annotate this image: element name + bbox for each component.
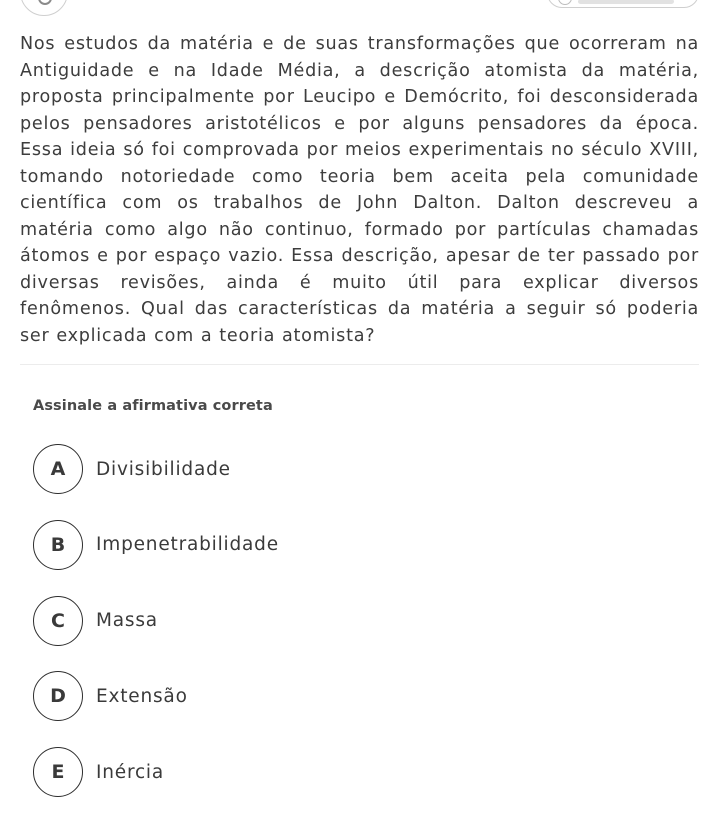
- options-list: [33, 444, 693, 823]
- option-text[interactable]: Inércia: [96, 761, 165, 783]
- divider: [20, 364, 699, 365]
- option-letter-badge[interactable]: B: [33, 520, 83, 570]
- option-text[interactable]: Massa: [96, 610, 158, 632]
- option-text[interactable]: Impenetrabilidade: [96, 534, 279, 556]
- top-pill-button[interactable]: [547, 0, 699, 8]
- option-c[interactable]: [33, 596, 693, 646]
- option-text[interactable]: Extensão: [96, 685, 188, 707]
- question-text: Nos estudos da matéria e de suas transformações que ocorreram na Antiguidade e na Idade Média, a descrição atomista da matéria, proposta principalmente por Leucipo e Demócrito, foi desconsiderada pelos pensadores aristotélicos e por alguns pensadores da época. Essa ideia só foi comprovada por meios experimentais no século XVIII, tomando notoriedade como teoria bem aceita pela comunidade científica com os trabalhos de John Dalton. Dalton descreveu a matéria como algo não continuo, formado por partículas chamadas átomos e por espaço vazio. Essa descrição, apesar de ter passado por diversas revisões, ainda é muito útil para explicar diversos fenômenos. Qual das características da matéria a seguir só poderia ser explicada com a teoria atomista?: [20, 34, 699, 346]
- option-d[interactable]: [33, 671, 693, 721]
- option-letter-badge[interactable]: C: [33, 596, 83, 646]
- top-icon-button[interactable]: [20, 0, 68, 16]
- instruction-label: Assinale a afirmativa correta: [33, 398, 273, 414]
- option-letter-badge[interactable]: A: [33, 444, 83, 494]
- option-b[interactable]: [33, 520, 693, 570]
- option-a[interactable]: [33, 444, 693, 494]
- option-letter-badge[interactable]: E: [33, 747, 83, 797]
- option-letter-badge[interactable]: D: [33, 671, 83, 721]
- option-e[interactable]: [33, 747, 693, 797]
- option-text[interactable]: Divisibilidade: [96, 458, 231, 480]
